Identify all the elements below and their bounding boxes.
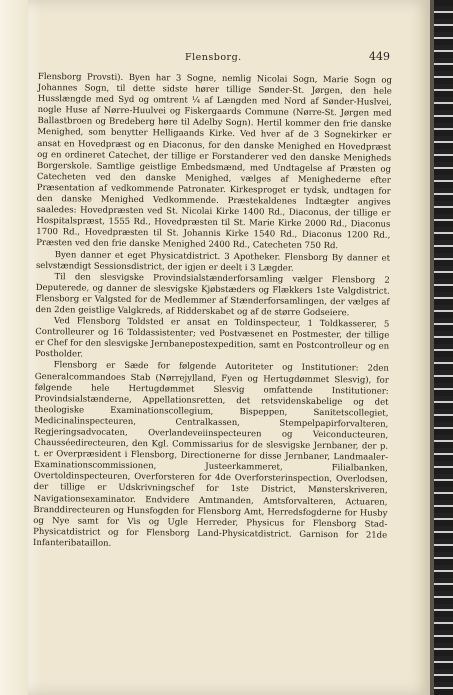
paragraph: Flensborg er Sæde for følgende Autoriteter og Institutioner: 2den Generalcommandoes Stab (Nørrejylland, Fyen og Hertugdømmet Slesvig), for følgende hele Hertugdømmet Slesvig omfattende Institutioner: Provindsialstænderne, Appellationsretten, det retsvidenskabelige og det theologiske Examinationscollegium, Bispeppen, Sanitetscollegiet, Medicinalinspecteuren, Centralkassen, Stempelpapirforvalteren, Regjeringsadvocaten, Overlandeveiinspecteuren og Veiconducteuren, Chausséedirecteuren, den Kgl. Commissarius for de slesvigske Jernbaner, der p. t. er Overpræsident i Flensborg, Directionerne for disse Jernbaner, Landmaaler-Examinationscommissionen, Justeerkammeret, Filialbanken, Overtoldinspecteuren, Overforsteren for 4de Overforsterinspection, Overlodsen, der tillige er Udskrivningschef for 1ste District, Mønsterskriveren, Navigationsexaminator. Endvidere Amtmanden, Amtsforvalteren, Actuaren, Branddirecteuren og Hunsfogden for Flensborg Amt, Herredsfogderne for Husby og Nye samt for Vis og Ugle Herreder, Physicus for Flensborg Stad-Physicatdistrict og for Flensborg Land-Physicatdistrict. Garnison for 21de Infanteribataillon. (33, 360, 389, 549)
running-title: Flensborg. (185, 52, 242, 63)
running-head (40, 50, 390, 66)
book-binding (434, 0, 453, 695)
body-text (33, 72, 392, 553)
paragraph: Til den slesvigske Provindsialstænderforsamling vælger Flensborg 2 Deputerede, og danner de slesvigske Kjøbstæders og Flækkers 1ste Valgdistrict. Flensborg er Valgsted for de Medlemmer af Stænderforsamlingen, der vælges af den 2den geistlige Valgkreds, af Ridderskabet og af de større Godseiere. (35, 271, 390, 319)
page-number: 449 (369, 50, 390, 63)
paragraph: Ved Flensborg Toldsted er ansat en Toldinspecteur, 1 Toldkasserer, 5 Controlleurer og 16 Toldassistenter; ved Postvæsenet en Postmester, der tillige er Chef for den slesvigske Jernbanepostexpedition, samt en Postcontrolleur og en Postholder. (34, 316, 390, 360)
paragraph: Flensborg Provsti). Byen har 3 Sogne, nemlig Nicolai Sogn, Marie Sogn og Johannes Sogn, til dette sidste hører tillige Sønder-St. Jørgen, den hele Husslængde med Syd og omtrent ¼ af Længden med Nord af Sønder-Huslvei, nogle Huse af Nørre-Huulvei og Fiskergaards Commune (Nørre-St. Jørgen med Ballastbroen og Bredeberg høre til Adelby Sogn). Hertil kommer den frie danske Menighed, som benytter Helligaands Kirke. Ved hver af de 3 Sognekirker er ansat en Hovedpræst og en Diaconus, for den danske Menighed en Hovedpræst og en ordineret Catechet, der tillige er Forstanderer ved den danske Menigheds Borgerskole. Samtlige geistlige Embedsmænd, med Undtagelse af Præsten og Catecheten ved den danske Menighed, vælges af Menighederne efter Præsentation af vedkommende Patronater. Kirkesproget er tydsk, undtagen for den danske Menighed Vedkommende. Præstekaldenes Indtægter angives saaledes: Hovedpræsten ved St. Nicolai Kirke 1400 Rd., Diaconus, der tillige er Hospitalspræst, 1555 Rd., Hovedpræsten til St. Marie Kirke 2000 Rd., Diaconus 1700 Rd., Hovedpræsten til St. Johannis Kirke 1540 Rd., Diaconus 1200 Rd., Præsten ved den frie danske Menighed 2400 Rd., Catecheten 750 Rd. (36, 72, 392, 252)
paragraph: Byen danner et eget Physicatdistrict. 3 Apotheker. Flensborg By danner et selvstændigt Sessionsdistrict, der igjen er deelt i 3 Lægder. (35, 249, 391, 274)
